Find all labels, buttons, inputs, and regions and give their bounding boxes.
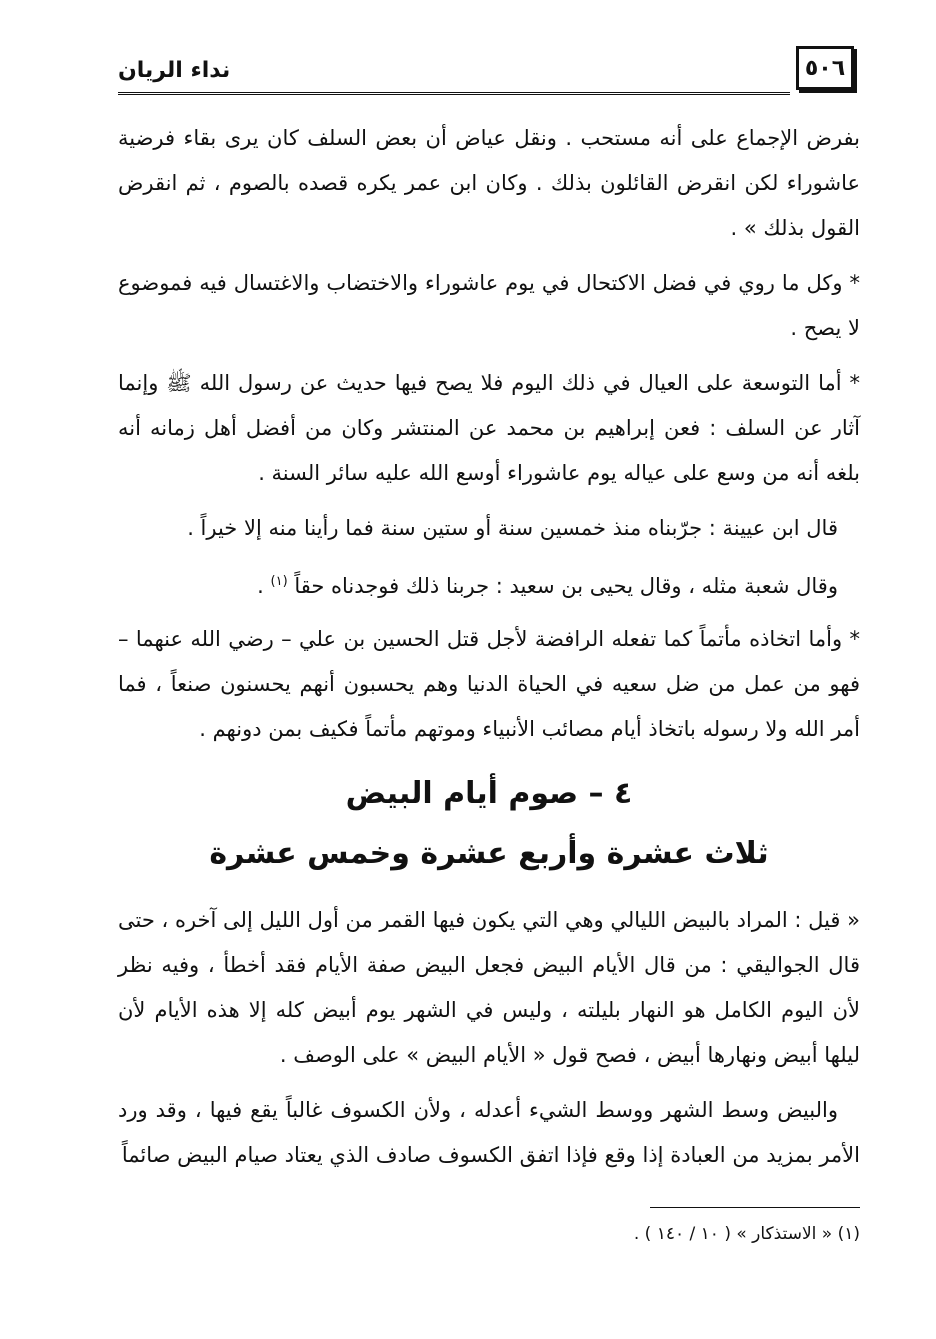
footnote: (١) « الاستذكار » ( ١٠ / ١٤٠ ) . [633,1224,860,1244]
paragraph-2: * وكل ما روي في فضل الاكتحال في يوم عاشوراء والاختضاب والاغتسال فيه فموضوع لا يصح . [118,271,860,340]
paragraph-7: « قيل : المراد بالبيض الليالي وهي التي يكون فيها القمر من أول الليل إلى آخره ، حتى قال الجواليقي : من قال الأيام البيض فجعل البيض صفة الأيام فقد أخطأ ، وفيه نظر لأن اليوم الكامل هو النهار بليلته ، وليس في الشهر يوم أبيض كله إلا هذه الأيام لأن ليلها أبيض ونهارها أبيض ، فصح قول « الأيام البيض » على الوصف . [118,908,860,1067]
running-title: نداء الريان [118,58,231,83]
paragraph-5: وقال شعبة مثله ، وقال يحيى بن سعيد : جربنا ذلك فوجدناه حقاً $^{(١)}$ . [257,574,838,598]
section-heading: ٤ – صوم أيام البيض [345,776,633,811]
header-rule [118,92,790,95]
paragraph-1: بفرض الإجماع على أنه مستحب . ونقل عياض أن بعض السلف كان يرى بقاء فرضية عاشوراء لكن انقرض القائلون بذلك . وكان ابن عمر يكره قصده بالصوم ، ثم انقرض القول بذلك » . [118,126,860,240]
section-subheading: ثلاث عشرة وأربع عشرة وخمس عشرة [209,836,769,871]
paragraph-4: قال ابن عيينة : جرّبناه منذ خمسين سنة أو ستين سنة فما رأينا منه إلا خيراً . [187,516,838,540]
paragraph-3: * أما التوسعة على العيال في ذلك اليوم فلا يصح فيها حديث عن رسول الله ﷺ وإنما آثار عن السلف : فعن إبراهيم بن محمد عن المنتشر وكان من أفضل أهل زمانه أنه بلغه أنه من وسع على عياله يوم عاشوراء أوسع الله عليه سائر السنة . [118,371,860,485]
page-body [118,116,860,1188]
paragraph-5-text: وقال شعبة مثله ، وقال يحيى بن سعيد : جربنا ذلك فوجدناه حقاً [294,574,838,598]
footnote-separator [650,1207,860,1208]
paragraph-6: * وأما اتخاذه مأتماً كما تفعله الرافضة لأجل قتل الحسين بن علي – رضي الله عنهما – فهو من عمل من ضل سعيه في الحياة الدنيا وهم يحسبون أنهم يحسنون صنعاً ، فما أمر الله ولا رسوله باتخاذ أيام مصائب الأنبياء وموتهم مأتماً فكيف بمن دونهم . [118,627,860,741]
page-number: ٥٠٦ [796,46,854,90]
page-header [118,40,856,98]
footnote-reference: (١) [270,574,288,589]
paragraph-8: والبيض وسط الشهر ووسط الشيء أعدله ، ولأن الكسوف غالباً يقع فيها ، وقد ورد الأمر بمزيد من العبادة إذا وقع فإذا اتفق الكسوف صادف الذي يعتاد صيام البيض صائماً [118,1098,860,1167]
